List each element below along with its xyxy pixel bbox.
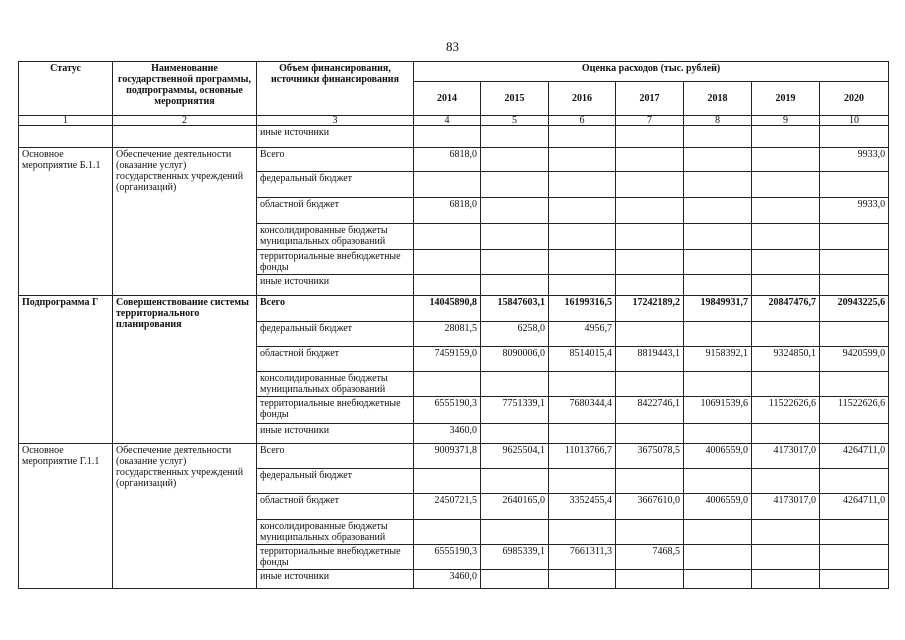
- value-cell: 7680344,4: [549, 397, 616, 424]
- value-cell: 9009371,8: [414, 444, 481, 469]
- source-label: Всего: [257, 444, 414, 469]
- source-label: федеральный бюджет: [257, 172, 414, 198]
- value-cell: [414, 469, 481, 494]
- value-cell: [752, 520, 820, 545]
- value-cell: [616, 520, 684, 545]
- value-cell: [752, 224, 820, 250]
- value-cell: [684, 198, 752, 224]
- column-number: 3: [257, 116, 414, 126]
- table-row: [19, 126, 889, 148]
- value-cell: 3352455,4: [549, 494, 616, 520]
- source-label: территориальные внебюджетные фонды: [257, 545, 414, 570]
- value-cell: [616, 469, 684, 494]
- value-cell: [414, 224, 481, 250]
- program-name-cell: Обеспечение деятельности (оказание услуг) государственных учреждений (организаций): [113, 444, 257, 589]
- value-cell: 6818,0: [414, 148, 481, 172]
- value-cell: 16199316,5: [549, 296, 616, 322]
- source-label: областной бюджет: [257, 347, 414, 372]
- value-cell: 6818,0: [414, 198, 481, 224]
- value-cell: [549, 275, 616, 296]
- value-cell: [820, 224, 889, 250]
- value-cell: 11522626,6: [752, 397, 820, 424]
- value-cell: [820, 172, 889, 198]
- value-cell: [549, 424, 616, 444]
- value-cell: 7751339,1: [481, 397, 549, 424]
- value-cell: 4173017,0: [752, 444, 820, 469]
- value-cell: 14045890,8: [414, 296, 481, 322]
- value-cell: [684, 275, 752, 296]
- source-label: Всего: [257, 296, 414, 322]
- value-cell: 9933,0: [820, 198, 889, 224]
- value-cell: 3667610,0: [616, 494, 684, 520]
- value-cell: [481, 372, 549, 397]
- value-cell: [481, 520, 549, 545]
- column-number: 2: [113, 116, 257, 126]
- column-number: 1: [19, 116, 113, 126]
- value-cell: [414, 372, 481, 397]
- value-cell: [684, 148, 752, 172]
- value-cell: [684, 322, 752, 347]
- value-cell: [549, 372, 616, 397]
- value-cell: [616, 148, 684, 172]
- header-name: Наименование государственной программы, подпрограммы, основные мероприятия: [113, 62, 257, 116]
- source-label: федеральный бюджет: [257, 469, 414, 494]
- program-name-cell: Обеспечение деятельности (оказание услуг) государственных учреждений (организаций): [113, 148, 257, 296]
- value-cell: [481, 424, 549, 444]
- source-label: областной бюджет: [257, 494, 414, 520]
- value-cell: [481, 275, 549, 296]
- header-year: 2020: [820, 82, 889, 116]
- value-cell: 19849931,7: [684, 296, 752, 322]
- table-row: [19, 296, 889, 322]
- value-cell: 7661311,3: [549, 545, 616, 570]
- value-cell: 11013766,7: [549, 444, 616, 469]
- value-cell: [414, 172, 481, 198]
- value-cell: [752, 250, 820, 275]
- source-label: иные источники: [257, 424, 414, 444]
- value-cell: 3460,0: [414, 570, 481, 589]
- value-cell: [684, 520, 752, 545]
- value-cell: 7459159,0: [414, 347, 481, 372]
- table-row: [19, 148, 889, 172]
- value-cell: [684, 570, 752, 589]
- value-cell: [616, 424, 684, 444]
- value-cell: [549, 520, 616, 545]
- value-cell: [820, 424, 889, 444]
- value-cell: [616, 250, 684, 275]
- source-label: консолидированные бюджеты муниципальных образований: [257, 224, 414, 250]
- value-cell: [752, 372, 820, 397]
- value-cell: 3460,0: [414, 424, 481, 444]
- value-cell: 9158392,1: [684, 347, 752, 372]
- value-cell: [684, 372, 752, 397]
- value-cell: 6985339,1: [481, 545, 549, 570]
- value-cell: [481, 250, 549, 275]
- value-cell: [481, 172, 549, 198]
- value-cell: 8422746,1: [616, 397, 684, 424]
- source-label: иные источники: [257, 126, 414, 148]
- value-cell: 2640165,0: [481, 494, 549, 520]
- value-cell: 8514015,4: [549, 347, 616, 372]
- value-cell: [820, 520, 889, 545]
- header-year: 2015: [481, 82, 549, 116]
- value-cell: [820, 469, 889, 494]
- value-cell: [549, 250, 616, 275]
- header-year: 2018: [684, 82, 752, 116]
- value-cell: 4006559,0: [684, 494, 752, 520]
- table-row: [19, 444, 889, 469]
- source-label: иные источники: [257, 275, 414, 296]
- column-number: 9: [752, 116, 820, 126]
- source-label: Всего: [257, 148, 414, 172]
- value-cell: [752, 424, 820, 444]
- column-number: 8: [684, 116, 752, 126]
- value-cell: 20847476,7: [752, 296, 820, 322]
- value-cell: 6555190,3: [414, 397, 481, 424]
- value-cell: 4173017,0: [752, 494, 820, 520]
- value-cell: [481, 224, 549, 250]
- value-cell: 9625504,1: [481, 444, 549, 469]
- value-cell: [549, 224, 616, 250]
- value-cell: [414, 520, 481, 545]
- source-label: областной бюджет: [257, 198, 414, 224]
- value-cell: 9420599,0: [820, 347, 889, 372]
- value-cell: 7468,5: [616, 545, 684, 570]
- value-cell: [752, 198, 820, 224]
- value-cell: [616, 570, 684, 589]
- header-year: 2014: [414, 82, 481, 116]
- budget-table: [18, 61, 889, 589]
- value-cell: 4264711,0: [820, 494, 889, 520]
- value-cell: [549, 570, 616, 589]
- value-cell: [820, 322, 889, 347]
- program-name-cell: Совершенствование системы территориального планирования: [113, 296, 257, 444]
- header-status: Статус: [19, 62, 113, 116]
- value-cell: [684, 469, 752, 494]
- value-cell: 6258,0: [481, 322, 549, 347]
- value-cell: [616, 224, 684, 250]
- value-cell: [549, 148, 616, 172]
- column-number: 10: [820, 116, 889, 126]
- status-cell: Основное мероприятие Б.1.1: [19, 148, 113, 296]
- value-cell: 4006559,0: [684, 444, 752, 469]
- value-cell: [481, 148, 549, 172]
- value-cell: 8090006,0: [481, 347, 549, 372]
- value-cell: [752, 545, 820, 570]
- value-cell: [752, 275, 820, 296]
- source-label: консолидированные бюджеты муниципальных образований: [257, 372, 414, 397]
- value-cell: [549, 198, 616, 224]
- header-financing: Объем финансирования, источники финансирования: [257, 62, 414, 116]
- value-cell: [684, 172, 752, 198]
- value-cell: [684, 424, 752, 444]
- source-label: территориальные внебюджетные фонды: [257, 250, 414, 275]
- header-year: 2017: [616, 82, 684, 116]
- value-cell: [616, 322, 684, 347]
- value-cell: [549, 172, 616, 198]
- source-label: федеральный бюджет: [257, 322, 414, 347]
- value-cell: 4956,7: [549, 322, 616, 347]
- value-cell: [684, 250, 752, 275]
- value-cell: [684, 545, 752, 570]
- value-cell: [616, 198, 684, 224]
- page-number: 83: [446, 39, 459, 54]
- value-cell: 6555190,3: [414, 545, 481, 570]
- value-cell: 8819443,1: [616, 347, 684, 372]
- value-cell: [752, 172, 820, 198]
- value-cell: [481, 198, 549, 224]
- status-cell: Основное мероприятие Г.1.1: [19, 444, 113, 589]
- column-number: 6: [549, 116, 616, 126]
- value-cell: 28081,5: [414, 322, 481, 347]
- value-cell: [752, 148, 820, 172]
- value-cell: [549, 469, 616, 494]
- value-cell: 4264711,0: [820, 444, 889, 469]
- value-cell: [481, 469, 549, 494]
- value-cell: [820, 372, 889, 397]
- value-cell: [820, 545, 889, 570]
- value-cell: 2450721,5: [414, 494, 481, 520]
- value-cell: [684, 224, 752, 250]
- source-label: консолидированные бюджеты муниципальных образований: [257, 520, 414, 545]
- column-number: 5: [481, 116, 549, 126]
- value-cell: [820, 275, 889, 296]
- value-cell: [616, 372, 684, 397]
- source-label: территориальные внебюджетные фонды: [257, 397, 414, 424]
- status-cell: Подпрограмма Г: [19, 296, 113, 444]
- value-cell: [752, 322, 820, 347]
- header-year: 2016: [549, 82, 616, 116]
- value-cell: [481, 570, 549, 589]
- column-number: 7: [616, 116, 684, 126]
- value-cell: [414, 275, 481, 296]
- value-cell: [414, 250, 481, 275]
- value-cell: 15847603,1: [481, 296, 549, 322]
- value-cell: [752, 570, 820, 589]
- column-number: 4: [414, 116, 481, 126]
- value-cell: [820, 250, 889, 275]
- value-cell: 9933,0: [820, 148, 889, 172]
- value-cell: 20943225,6: [820, 296, 889, 322]
- value-cell: [752, 469, 820, 494]
- source-label: иные источники: [257, 570, 414, 589]
- value-cell: 11522626,6: [820, 397, 889, 424]
- value-cell: 10691539,6: [684, 397, 752, 424]
- value-cell: [616, 275, 684, 296]
- value-cell: [616, 172, 684, 198]
- value-cell: [820, 570, 889, 589]
- header-year: 2019: [752, 82, 820, 116]
- value-cell: 3675078,5: [616, 444, 684, 469]
- value-cell: 17242189,2: [616, 296, 684, 322]
- header-estimate: Оценка расходов (тыс. рублей): [414, 62, 889, 82]
- value-cell: 9324850,1: [752, 347, 820, 372]
